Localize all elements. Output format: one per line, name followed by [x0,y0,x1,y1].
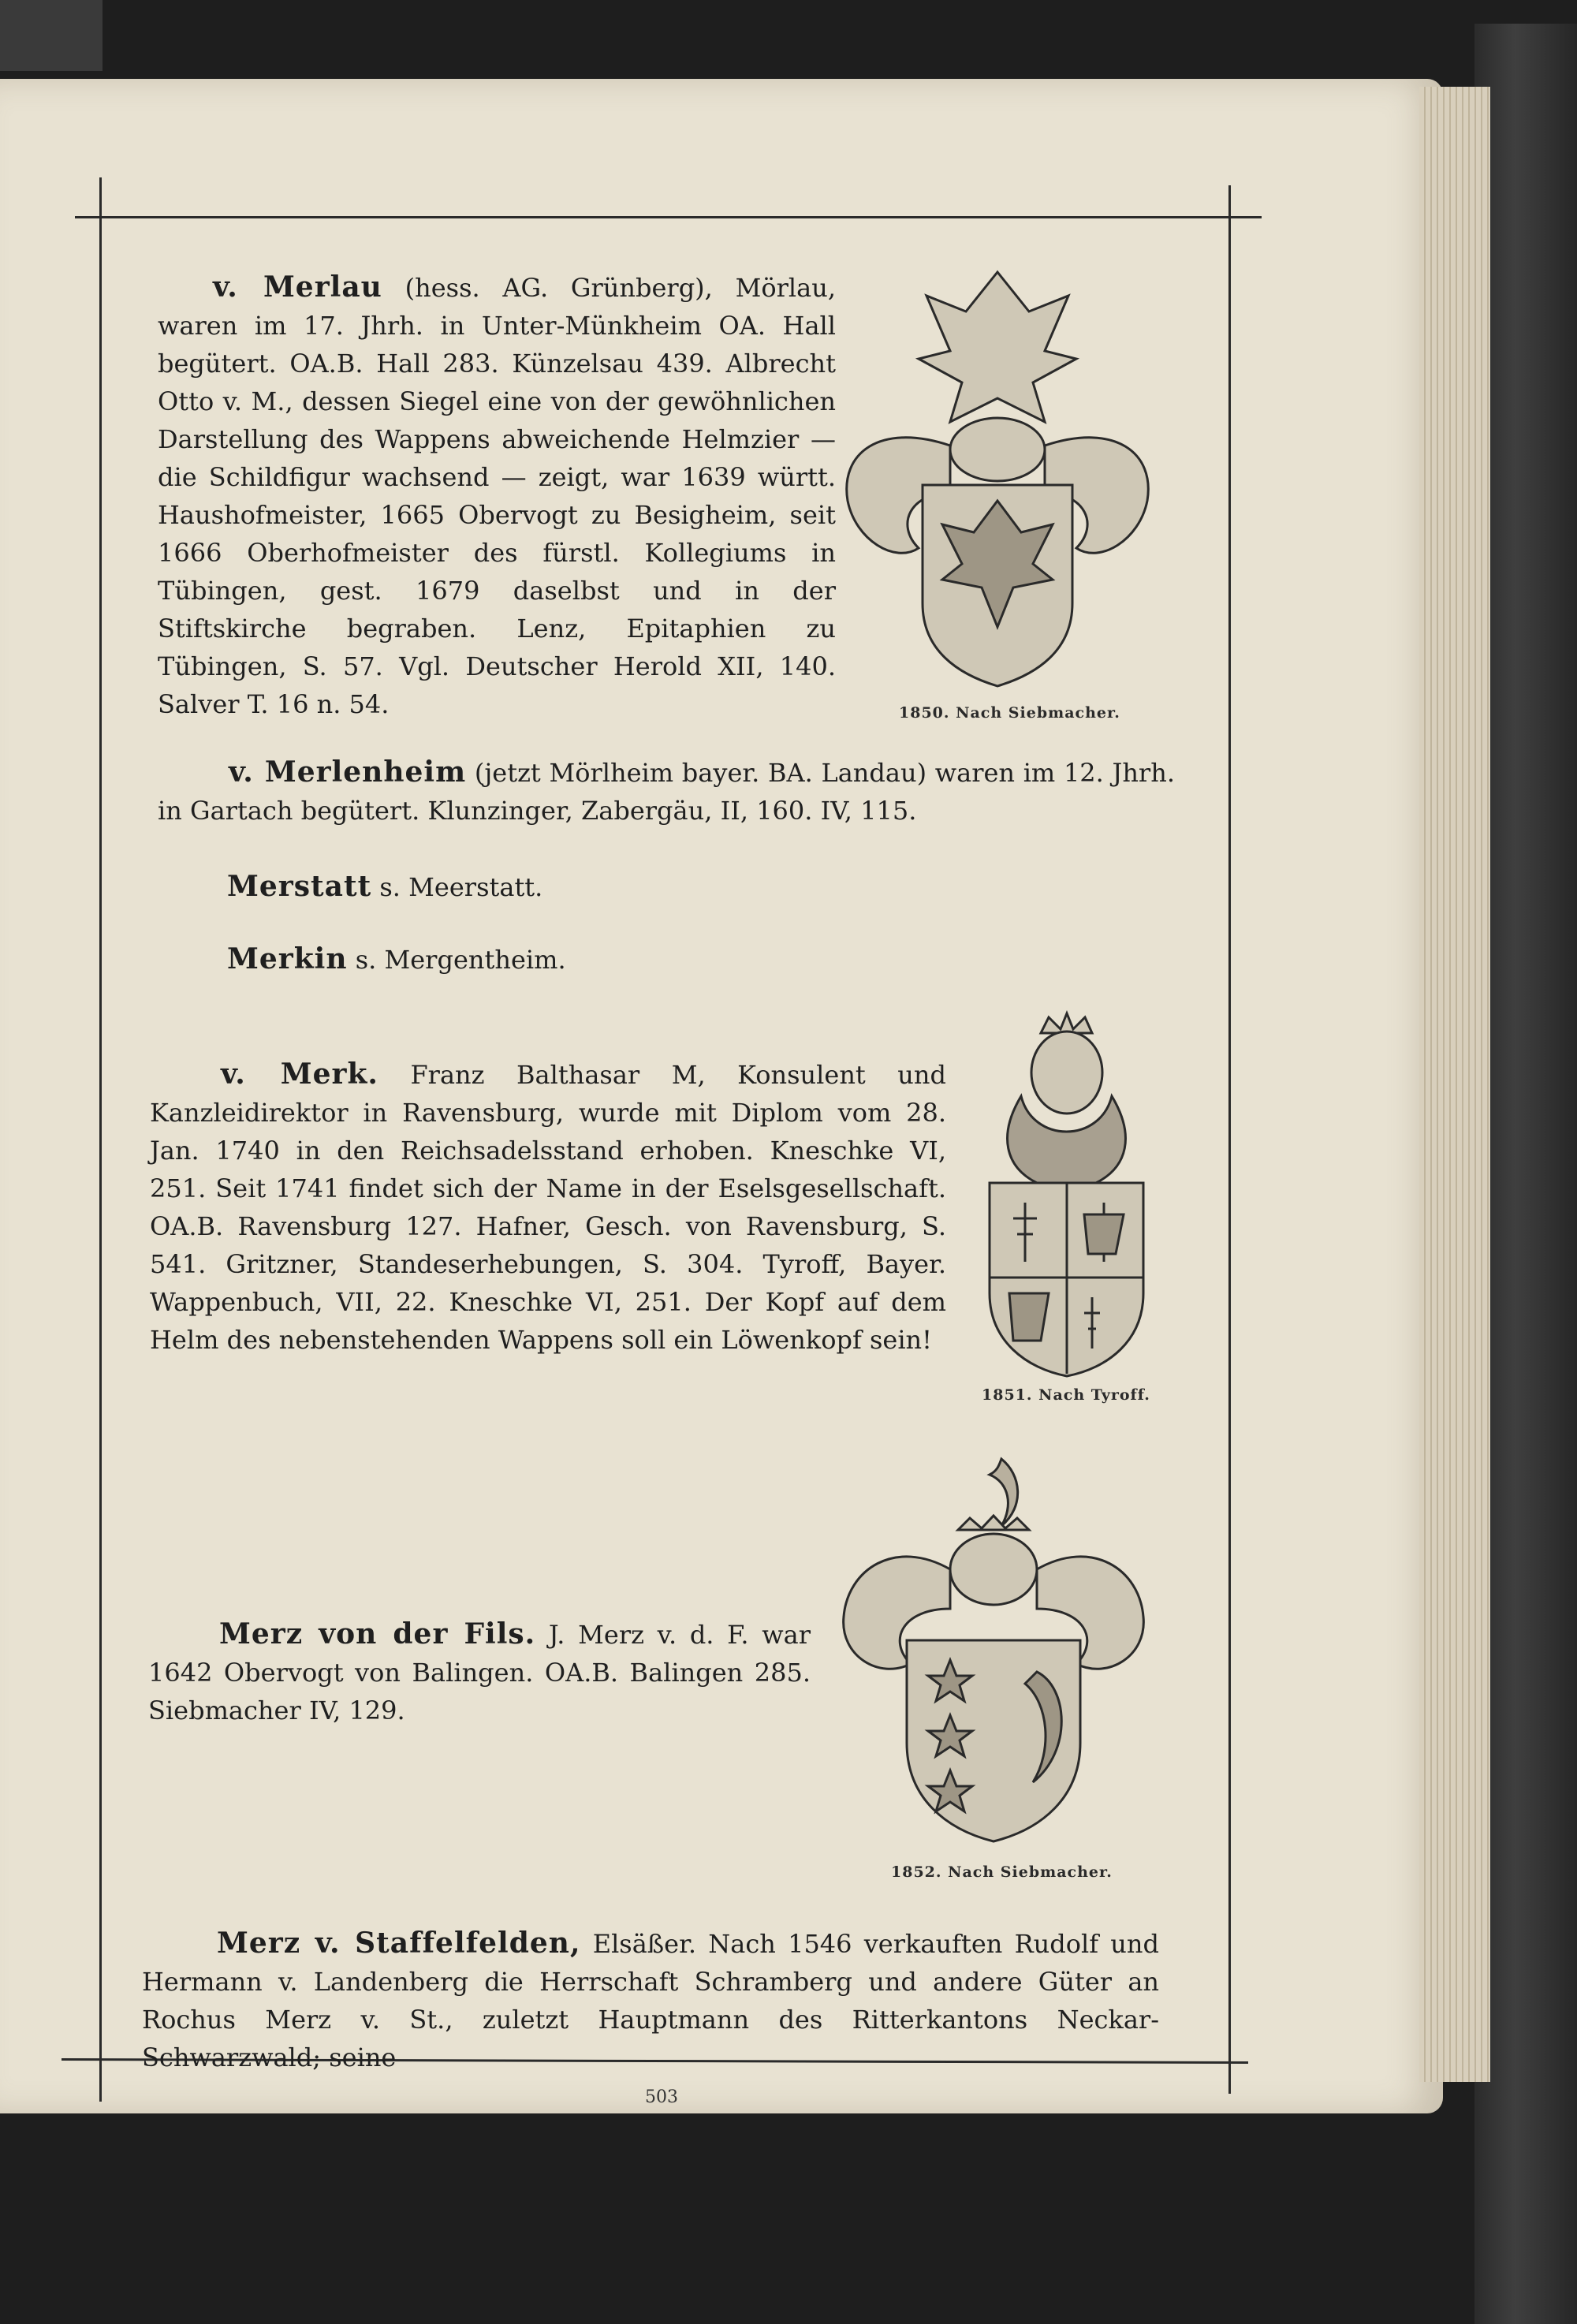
figure-caption-1850: 1850. Nach Siebmacher. [899,704,1120,722]
entry-headword: v. Merlau [213,270,382,304]
entry-headword: Merz von der Fils. [219,1617,536,1651]
entry-text: Elsäßer. Nach 1546 verkauften Rudolf und Hermann v. Landenberg die Herrschaft Schramberg und andere Güter an Rochus Merz v. St., zuletzt Hauptmann des Ritterkantons Neckar-Schwarzwald; seine [142,1929,1160,2072]
page-number: 503 [645,2087,678,2107]
entry-merk [150,1055,946,1359]
entry-merlenheim [158,753,1175,830]
frame-rule-top [75,216,1262,218]
figure-caption-1851: 1851. Nach Tyroff. [982,1386,1150,1404]
coat-of-arms-1851 [974,1009,1159,1380]
coat-of-arms-1850 [832,264,1163,690]
entry-text: s. Meerstatt. [379,872,543,902]
frame-rule-right [1228,185,1231,2094]
figure-caption-1852: 1852. Nach Siebmacher. [891,1863,1113,1881]
entry-headword: Merz v. Staffelfelden, [217,1927,581,1960]
book-cover-edge [0,0,103,71]
entry-merstatt [227,867,1094,906]
entry-text: J. Merz v. d. F. war 1642 Obervogt von Balingen. OA.B. Balingen 285. Siebmacher IV, 129. [148,1620,811,1725]
entry-text: (jetzt Mörlheim bayer. BA. Landau) waren im 12. Jhrh. in Gartach begütert. Klunzinger, Zabergäu, II, 160. IV, 115. [158,758,1176,826]
entry-headword: Merkin [227,942,348,975]
frame-rule-left [99,177,102,2102]
entry-text: (hess. AG. Grünberg), Mörlau, waren im 17. Jhrh. in Unter-Münkheim OA. Hall begütert. OA.B. Hall 283. Künzelsau 439. Albrecht Otto v. M., dessen Siegel eine von der gewöhnlichen Darstellung des Wappens abweichende Helmzier — die Schildfigur wachsend — zeigt, war 1639 württ. Haushofmeister, 1665 Obervogt zu Besigheim, seit 1666 Oberhofmeister des fürstl. Kollegiums in Tübingen, gest. 1679 daselbst und in der Stiftskirche begraben. Lenz, Epitaphien zu Tübingen, S. 57. Vgl. Deutscher Herold XII, 140. Salver T. 16 n. 54. [158,273,837,719]
entry-headword: v. Merlenheim [229,755,467,789]
entry-text: Franz Balthasar M, Konsulent und Kanzleidirektor in Ravensburg, wurde mit Diplom vom 28. Jan. 1740 in den Reichsadelsstand erhoben. Kneschke VI, 251. Seit 1741 findet sich der Name in der Eselsgesellschaft. OA.B. Ravensburg 127. Hafner, Gesch. von Ravensburg, S. 541. Gritzner, Standeserhebungen, S. 304. Tyroff, Bayer. Wappenbuch, VII, 22. Kneschke VI, 251. Der Kopf auf dem Helm des nebenstehenden Wappens soll ein Löwenkopf sein! [150,1060,947,1355]
entry-headword: v. Merk. [221,1058,378,1091]
entry-text: s. Mergentheim. [355,945,566,975]
page-edges [1419,87,1490,2082]
entry-merlau [158,268,836,723]
entry-merz-von-der-fils [148,1615,811,1729]
entry-merkin [227,940,1094,979]
coat-of-arms-1852 [832,1451,1159,1845]
entry-headword: Merstatt [227,870,372,903]
entry-merz-v-staffelfelden [142,1924,1159,2076]
